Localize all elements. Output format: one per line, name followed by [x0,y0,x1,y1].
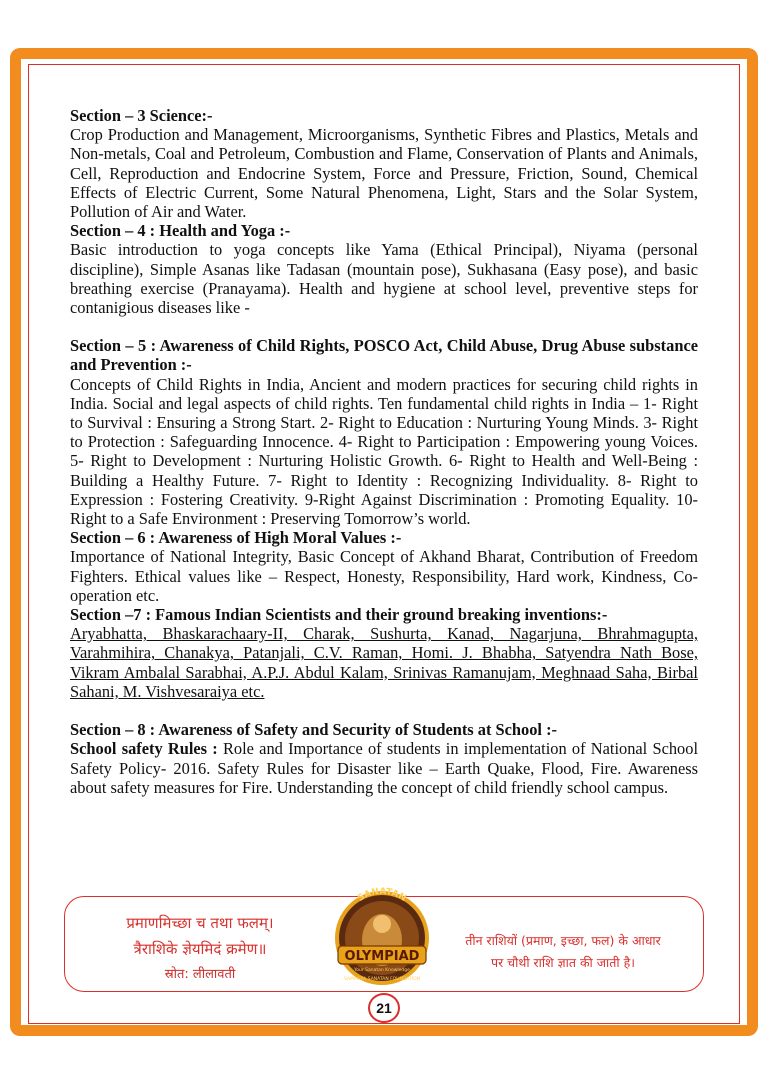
shloka-line-2: त्रैराशिके ज्ञेयमिदं क्रमेण॥ [133,940,267,958]
logo-small-text: Your Sanatan Knowledge [354,968,410,973]
logo-main-text: OLYMPIAD [344,949,420,964]
section-8-lead: School safety Rules : [70,739,218,759]
section-6-body: Importance of National Integrity, Basic Concept of Akhand Bharat, Contribution of Freedom Fighters. Ethical values like – Respect, Honesty, Responsibility, Hard work, Kindness, Co-operation etc. [70,547,698,605]
logo-top-text: SANATAN [356,886,408,904]
section-8-paragraph [70,739,698,797]
sanatan-olympiad-logo [330,880,434,1000]
spacer [70,701,698,720]
section-3-heading: Section – 3 Science:- [70,106,213,125]
sanskrit-shloka [80,910,320,988]
section-8-heading: Section – 8 : Awareness of Safety and Security of Students at School :- [70,720,558,740]
section-3-body: Crop Production and Management, Microorganisms, Synthetic Fibres and Plastics, Metals and Non-metals, Coal and Petroleum, Combustion and Flame, Conservation of Plants and Animals, Cell, Reproduction and Endocrine System, Force and Pressure, Friction, Sound, Chemical Effects of Electric Current, Some Natural Phenomena, Light, Stars and the Solar System, Pollution of Air and Water. [70,125,698,222]
section-5-body: Concepts of Child Rights in India, Ancient and modern practices for securing child rights in India. Social and legal aspects of child rights. Ten fundamental child rights in India – 1- Right to Survival : Ensuring a Strong Start. 2- Right to Education : Nurturing Young Minds. 3- Right to Protection : Safeguarding Innocence. 4- Right to Participation : Empowering young Voices. 5- Right to Development : Nurturing Holistic Growth. 6- Right to Health and Well-Being : Building a Healthy Future. 7- Right to Identity : Recognizing Individuality. 8- Right to Expression : Fostering Creativity. 9-Right Against Discrimination : Promoting Equality. 10- Right to a Safe Environment : Preserving Tomorrow’s world. [70,374,698,529]
section-7-body: Aryabhatta, Bhaskarachaary-II, Charak, Sushurta, Kanad, Nagarjuna, Bhrahmagupta, Varahmihira, Chanakya, Patanjali, C.V. Raman, Homi. J. Bhabha, Satyendra Nath Bose, Vikram Ambalal Sarabhai, A.P.J. Abdul Kalam, Srinivas Ramanujam, Meghnaad Saha, Birbal Sahani, M. Vishvesaraiya etc. [70,624,698,701]
section-8-body: Role and Importance of students in implementation of National School Safety Policy- 2016. Safety Rules for Disaster like – Earth Quake, Flood, Fire. Awareness about safety measures for Fire. Understanding the concept of child friendly school campus. [70,739,698,797]
section-6-heading: Section – 6 : Awareness of High Moral Values :- [70,528,402,548]
syllabus-content [70,106,698,797]
logo-bottom-text: SAMAGRA SANATAN FOUNDATION [343,977,421,982]
section-4-heading: Section – 4 : Health and Yoga :- [70,221,291,241]
meaning-line-2: पर चौथी राशि ज्ञात की जाती है। [490,955,635,970]
shloka-line-1: प्रमाणमिच्छा च तथा फलम्। [126,914,274,932]
section-5-heading: Section – 5 : Awareness of Child Rights, POSCO Act, Child Abuse, Drug Abuse substance and Prevention :- [70,336,698,375]
shloka-meaning [438,930,688,974]
section-7-heading: Section –7 : Famous Indian Scientists and their ground breaking inventions:- [70,605,608,625]
shloka-source: स्रोत: लीलावती [164,967,236,982]
meaning-line-1: तीन राशियों (प्रमाण, इच्छा, फल) के आधार [465,933,661,948]
spacer [70,317,698,336]
section-4-body: Basic introduction to yoga concepts like Yama (Ethical Principal), Niyama (personal discipline), Simple Asanas like Tadasan (mountain pose), Sukhasana (Easy pose), and basic breathing exercise (Pranayama). Health and hygiene at school level, preventive steps for contanigious diseases like - [70,240,698,318]
page-number: 21 [368,993,400,1023]
